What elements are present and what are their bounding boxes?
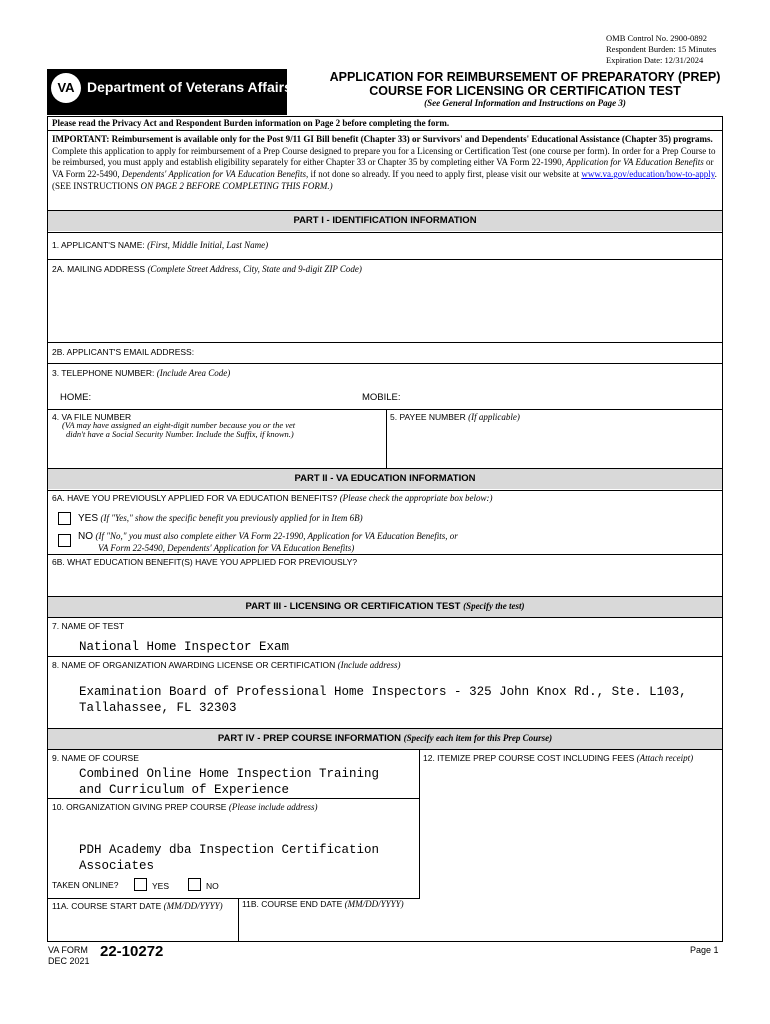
va-file-number-hint: (VA may have assigned an eight-digit number because you or the vet didn't have a Social Security Number. Include the Suffix, if known.) bbox=[62, 420, 296, 439]
page-number: Page 1 bbox=[690, 945, 719, 955]
va-logo bbox=[47, 69, 292, 115]
prep-course-cost-label: 12. ITEMIZE PREP COURSE COST INCLUDING FEES (Attach receipt) bbox=[423, 753, 694, 763]
payee-number-label: 5. PAYEE NUMBER (If applicable) bbox=[390, 412, 520, 422]
mobile-phone-label: MOBILE: bbox=[362, 392, 401, 403]
form-subtitle: (See General Information and Instructions on Page 3) bbox=[424, 98, 626, 108]
form-title bbox=[290, 70, 760, 98]
taken-online-yes-label: YES bbox=[152, 881, 170, 891]
test-name-label: 7. NAME OF TEST bbox=[52, 621, 125, 631]
form-footer bbox=[48, 945, 90, 967]
awarding-org-value[interactable]: Examination Board of Professional Home Inspectors - 325 John Knox Rd., Ste. L103, Tallahassee, FL 32303 bbox=[79, 685, 687, 715]
form-title-line1: APPLICATION FOR REIMBURSEMENT OF PREPARATORY (PREP) bbox=[329, 70, 721, 84]
taken-online-yes-checkbox[interactable] bbox=[134, 878, 147, 891]
omb-control: OMB Control No. 2900-0892 bbox=[606, 33, 708, 43]
taken-online-label: TAKEN ONLINE? bbox=[52, 880, 119, 890]
part2-header: PART II - VA EDUCATION INFORMATION bbox=[48, 468, 722, 489]
applicant-name-label: 1. APPLICANT'S NAME: (First, Middle Initial, Last Name) bbox=[52, 240, 269, 250]
expiration-date: Expiration Date: 12/31/2024 bbox=[606, 55, 704, 65]
va-file-number-label: 4. VA FILE NUMBER bbox=[52, 412, 132, 422]
previously-applied-no-checkbox[interactable] bbox=[58, 534, 71, 547]
part1-header: PART I - IDENTIFICATION INFORMATION bbox=[48, 210, 722, 231]
telephone-label: 3. TELEPHONE NUMBER: (Include Area Code) bbox=[52, 368, 231, 378]
important-notice: IMPORTANT: Reimbursement is available only for the Post 9/11 GI Bill benefit (Chapter 33) or Survivors' and Dependents' Educational Assistance (Chapter 35) programs. Complete this application to apply for reimbursement of a Prep Course designed to prepare you for a Licensing or Certification Test (one course per form). In order for a Prep Course to be reimbursed, you must apply and establish eligibility separately for either Chapter 33 or Chapter 35 by completing either VA Form 22-1990, Application for VA Education Benefits or VA Form 22-5490, Dependents' Application for VA Education Benefits, if not done so already. If you need to apply first, please visit our website at www.va.gov/education/how-to-apply. (SEE INSTRUCTIONS ON PAGE 2 BEFORE COMPLETING THIS FORM.) bbox=[52, 134, 717, 191]
taken-online-no-checkbox[interactable] bbox=[188, 878, 201, 891]
course-provider-value[interactable]: PDH Academy dba Inspection Certification Associates bbox=[79, 843, 380, 873]
course-provider-label: 10. ORGANIZATION GIVING PREP COURSE (Please include address) bbox=[52, 802, 318, 812]
test-name-value[interactable]: National Home Inspector Exam bbox=[79, 640, 290, 654]
course-end-date-label: 11B. COURSE END DATE (MM/DD/YYYY) bbox=[242, 899, 404, 909]
omb-info bbox=[606, 33, 716, 66]
taken-online-no-label: NO bbox=[206, 881, 219, 891]
part4-header: PART IV - PREP COURSE INFORMATION (Specify each item for this Prep Course) bbox=[48, 728, 722, 749]
course-name-value[interactable]: Combined Online Home Inspection Training and Curriculum of Experience bbox=[79, 767, 380, 797]
agency-name: Department of Veterans Affairs bbox=[87, 79, 292, 95]
previously-applied-no-hint: VA Form 22-5490, Dependents' Application for VA Education Benefits) bbox=[98, 543, 355, 553]
apply-link[interactable]: www.va.gov/education/how-to-apply bbox=[581, 169, 715, 180]
form-date: DEC 2021 bbox=[48, 956, 90, 966]
previously-applied-no-label: NO (If "No," you must also complete either VA Form 22-1990, Application for VA Education Benefits, or bbox=[78, 531, 458, 542]
email-label: 2B. APPLICANT'S EMAIL ADDRESS: bbox=[52, 347, 195, 357]
respondent-burden: Respondent Burden: 15 Minutes bbox=[606, 44, 717, 54]
va-form-label: VA FORM bbox=[48, 945, 88, 955]
benefits-applied-label: 6B. WHAT EDUCATION BENEFIT(S) HAVE YOU APPLIED FOR PREVIOUSLY? bbox=[52, 557, 358, 567]
previously-applied-yes-label: YES (If "Yes," show the specific benefit you previously applied for in Item 6B) bbox=[78, 513, 363, 524]
privacy-notice: Please read the Privacy Act and Respondent Burden information on Page 2 before completing the form. bbox=[52, 118, 450, 128]
form-title-line2: COURSE FOR LICENSING OR CERTIFICATION TEST bbox=[369, 84, 681, 98]
course-start-date-label: 11A. COURSE START DATE (MM/DD/YYYY) bbox=[52, 901, 223, 911]
mailing-address-label: 2A. MAILING ADDRESS (Complete Street Address, City, State and 9-digit ZIP Code) bbox=[52, 264, 362, 274]
previously-applied-label: 6A. HAVE YOU PREVIOUSLY APPLIED FOR VA EDUCATION BENEFITS? (Please check the appropriate box below:) bbox=[52, 493, 493, 503]
part3-header: PART III - LICENSING OR CERTIFICATION TEST (Specify the test) bbox=[48, 596, 722, 617]
awarding-org-label: 8. NAME OF ORGANIZATION AWARDING LICENSE OR CERTIFICATION (Include address) bbox=[52, 660, 401, 670]
va-seal-icon: VA bbox=[51, 73, 81, 103]
form-number: 22-10272 bbox=[100, 943, 164, 960]
home-phone-label: HOME: bbox=[60, 392, 92, 403]
important-lead: IMPORTANT: Reimbursement is available only for the Post 9/11 GI Bill benefit (Chapter 33) or Survivors' and Dependents' Educational Assistance (Chapter 35) programs. bbox=[52, 134, 713, 144]
course-name-label: 9. NAME OF COURSE bbox=[52, 753, 139, 763]
previously-applied-yes-checkbox[interactable] bbox=[58, 512, 71, 525]
